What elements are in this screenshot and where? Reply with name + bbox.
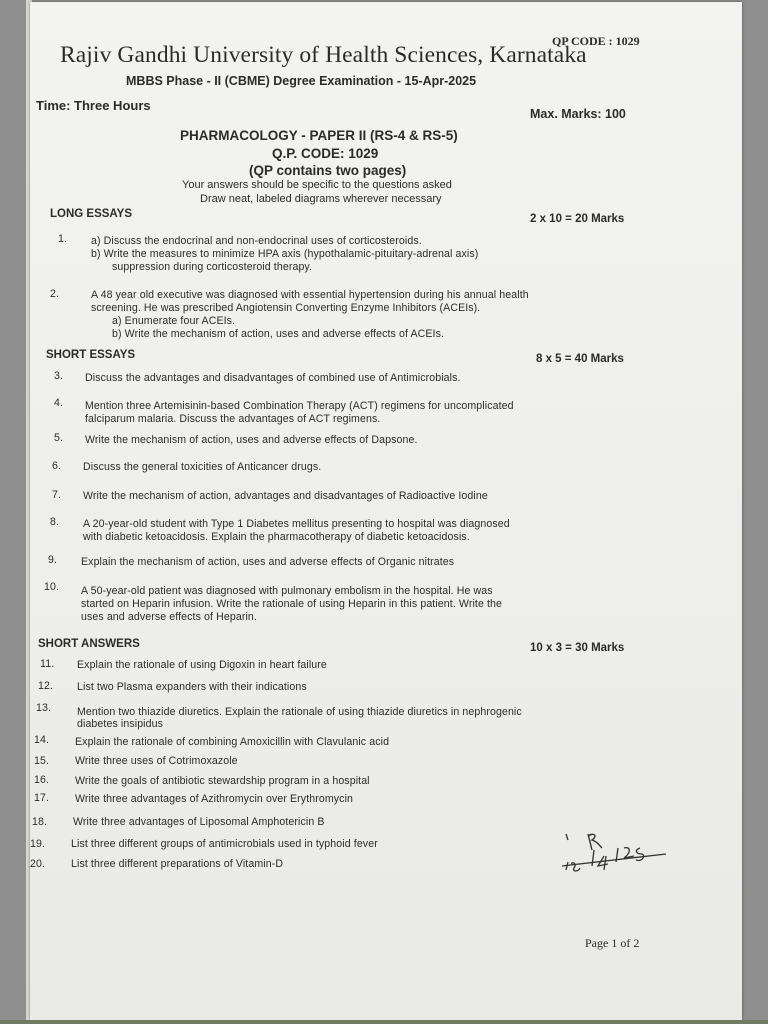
question-text: Write three advantages of Azithromycin over Erythromycin bbox=[75, 793, 354, 805]
question-text: Write the mechanism of action, advantages and disadvantages of Radioactive Iodine bbox=[83, 490, 488, 502]
question-text: A 48 year old executive was diagnosed with essential hypertension during his annual health bbox=[91, 289, 529, 301]
question-text: with diabetic ketoacidosis. Explain the pharmacotherapy of diabetic ketoacidosis. bbox=[83, 531, 470, 543]
question-text: diabetes insipidus bbox=[77, 718, 164, 730]
question-text: b) Write the measures to minimize HPA axis (hypothalamic-pituitary-adrenal axis) bbox=[91, 248, 479, 260]
question-number: 12. bbox=[38, 680, 54, 692]
question-text: List three different preparations of Vitamin-D bbox=[71, 858, 284, 870]
instruction-2: Draw neat, labeled diagrams wherever necessary bbox=[200, 193, 442, 205]
question-text: b) Write the mechanism of action, uses and adverse effects of ACEIs. bbox=[112, 328, 445, 340]
question-number: 10. bbox=[44, 581, 60, 593]
question-paper-page bbox=[30, 2, 742, 1020]
qp-code-center: Q.P. CODE: 1029 bbox=[272, 146, 379, 161]
question-text: Discuss the advantages and disadvantages of combined use of Antimicrobials. bbox=[85, 372, 461, 384]
question-text: started on Heparin infusion. Write the rationale of using Heparin in this patient. Write the bbox=[81, 598, 503, 610]
section-heading-short-essays: SHORT ESSAYS bbox=[46, 349, 136, 361]
question-text: screening. He was prescribed Angiotensin Converting Enzyme Inhibitors (ACEIs). bbox=[91, 302, 481, 314]
question-text: Discuss the general toxicities of Anticancer drugs. bbox=[83, 461, 322, 473]
question-number: 2. bbox=[50, 288, 60, 300]
question-text: Write three advantages of Liposomal Amphotericin B bbox=[73, 816, 325, 828]
question-number: 3. bbox=[54, 370, 64, 382]
section-heading-long-essays: LONG ESSAYS bbox=[50, 208, 133, 220]
section-marks-long-essays: 2 x 10 = 20 Marks bbox=[530, 213, 625, 225]
question-number: 16. bbox=[34, 774, 50, 786]
question-number: 8. bbox=[50, 516, 60, 528]
question-number: 19. bbox=[30, 838, 46, 850]
question-text: List three different groups of antimicrobials used in typhoid fever bbox=[71, 838, 378, 850]
question-text: a) Enumerate four ACEIs. bbox=[112, 315, 236, 327]
handwritten-signature bbox=[558, 826, 668, 876]
qp-code-top: QP CODE : 1029 bbox=[552, 34, 640, 48]
question-number: 17. bbox=[34, 792, 50, 804]
question-text: a) Discuss the endocrinal and non-endocrinal uses of corticosteroids. bbox=[91, 235, 422, 247]
question-number: 4. bbox=[54, 397, 64, 409]
question-text: List two Plasma expanders with their indications bbox=[77, 681, 307, 693]
question-number: 13. bbox=[36, 702, 52, 714]
instruction-1: Your answers should be specific to the questions asked bbox=[182, 179, 452, 191]
question-number: 11. bbox=[40, 658, 55, 670]
question-number: 18. bbox=[32, 816, 48, 828]
question-number: 7. bbox=[52, 489, 62, 501]
time-label: Time: Three Hours bbox=[36, 98, 151, 113]
question-number: 9. bbox=[48, 554, 58, 566]
question-text: Write three uses of Cotrimoxazole bbox=[75, 755, 238, 767]
question-text: uses and adverse effects of Heparin. bbox=[81, 611, 257, 623]
section-heading-short-answers: SHORT ANSWERS bbox=[38, 638, 140, 650]
question-number: 5. bbox=[54, 432, 64, 444]
question-text: A 50-year-old patient was diagnosed with pulmonary embolism in the hospital. He was bbox=[81, 585, 493, 597]
table-surface-edge bbox=[0, 1020, 768, 1024]
question-text: Explain the rationale of using Digoxin in heart failure bbox=[77, 659, 327, 671]
section-marks-short-answers: 10 x 3 = 30 Marks bbox=[530, 642, 625, 654]
question-number: 6. bbox=[52, 460, 62, 472]
exam-title: MBBS Phase - II (CBME) Degree Examination - 15-Apr-2025 bbox=[126, 74, 477, 88]
max-marks: Max. Marks: 100 bbox=[530, 107, 626, 121]
question-text: Write the goals of antibiotic stewardship program in a hospital bbox=[75, 775, 370, 787]
question-text: suppression during corticosteroid therapy. bbox=[112, 261, 313, 273]
question-text: Write the mechanism of action, uses and adverse effects of Dapsone. bbox=[85, 434, 418, 446]
question-number: 20. bbox=[30, 858, 46, 870]
paper-title: PHARMACOLOGY - PAPER II (RS-4 & RS-5) bbox=[180, 128, 458, 143]
question-number: 1. bbox=[58, 233, 68, 245]
question-text: Explain the mechanism of action, uses and adverse effects of Organic nitrates bbox=[81, 556, 455, 568]
question-text: falciparum malaria. Discuss the advantages of ACT regimens. bbox=[85, 413, 381, 425]
section-marks-short-essays: 8 x 5 = 40 Marks bbox=[536, 353, 624, 365]
question-text: A 20-year-old student with Type 1 Diabetes mellitus presenting to hospital was diagnosed bbox=[83, 518, 510, 530]
page-number: Page 1 of 2 bbox=[585, 936, 640, 950]
question-number: 14. bbox=[34, 734, 50, 746]
university-name: Rajiv Gandhi University of Health Sciences, Karnataka bbox=[60, 42, 587, 68]
question-number: 15. bbox=[34, 755, 50, 767]
question-text: Explain the rationale of combining Amoxicillin with Clavulanic acid bbox=[75, 736, 390, 748]
question-text: Mention two thiazide diuretics. Explain the rationale of using thiazide diuretics in nephrogenic bbox=[77, 706, 522, 718]
pages-note: (QP contains two pages) bbox=[249, 163, 407, 178]
question-text: Mention three Artemisinin-based Combination Therapy (ACT) regimens for uncomplicated bbox=[85, 400, 514, 412]
